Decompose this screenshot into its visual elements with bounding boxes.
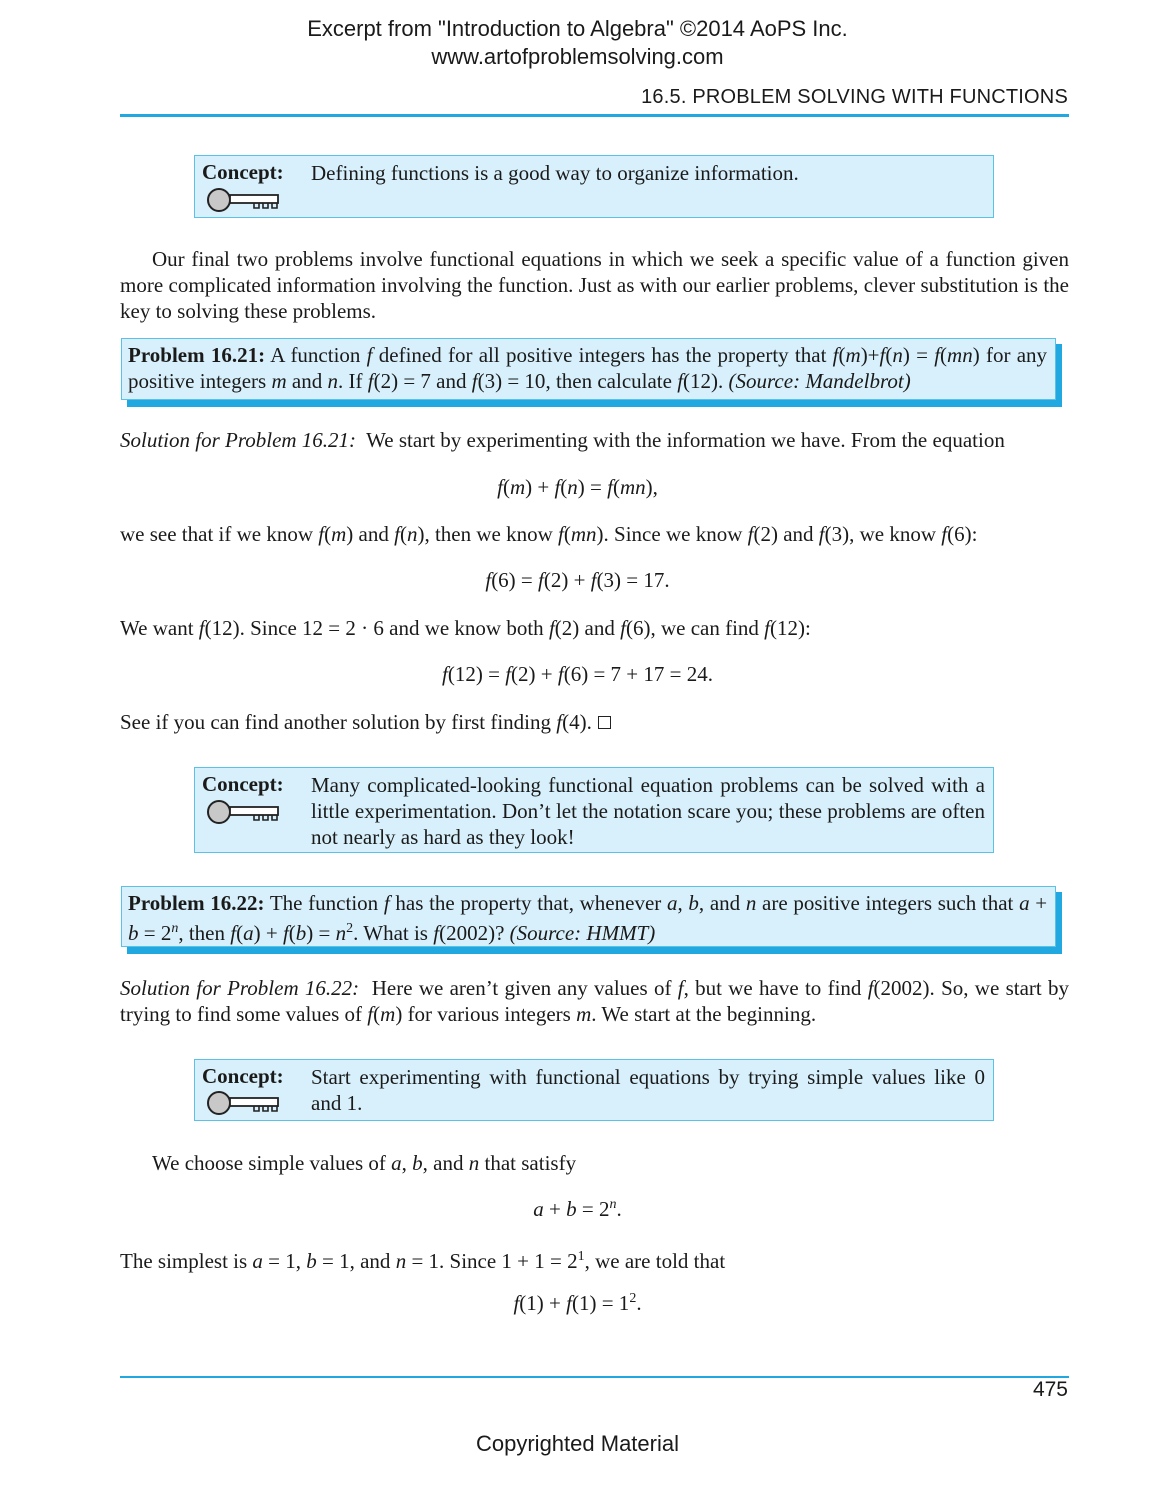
problem-text-part: are positive integers such that (762, 891, 1014, 915)
problem-text-part: and (291, 369, 323, 393)
solution-text: . Since 12 = 2 · 6 and we know both (239, 616, 544, 640)
problem-box-16-21 (121, 338, 1056, 400)
problem-text-part: defined for all positive integers has the property that (378, 343, 827, 367)
problem-text-part: The function (269, 891, 379, 915)
excerpt-banner-line1: Excerpt from "Introduction to Algebra" ©2014 AoPS Inc. (307, 16, 848, 41)
key-icon (206, 798, 280, 826)
solution-text: we see that if we know (120, 522, 314, 546)
qed-square-icon (598, 716, 611, 729)
solution-text: We want (120, 616, 194, 640)
solution-text: . So, we start by trying to find some values of (120, 976, 1070, 1026)
page-number: 475 (1032, 1378, 1068, 1401)
problem-text-part: . What is (353, 921, 428, 945)
problem-text-part: . (718, 369, 724, 393)
header-rule (120, 114, 1069, 117)
problem-text-part: has the property that, whenever (395, 891, 662, 915)
equation-fm-fn: f(m) + f(n) = f(mn), (497, 475, 658, 499)
key-icon (206, 1089, 280, 1117)
footer-rule (120, 1376, 1069, 1378)
problem-box-shadow (127, 400, 1062, 407)
solution-16-22-p1: Solution for Problem 16.22: Here we aren’t given any values of f, but we have to find f(2002). So, we start by trying to find some values of f(m) for various integers m. We start at the beginning. (120, 976, 1070, 1026)
solution-text: Here we aren’t given any values of (371, 976, 672, 1000)
problem-text-part: , then calculate (545, 369, 672, 393)
concept-label: Concept: (202, 1064, 284, 1088)
solution-text: , we can find (650, 616, 759, 640)
solution-16-22-p2: We choose simple values of a, b, and n that satisfy (152, 1151, 577, 1175)
solution-label: Solution for Problem 16.21: (120, 428, 357, 452)
solution-text: for various integers (407, 1002, 571, 1026)
problem-16-21-text: Problem 16.21: A function f defined for all positive integers has the property that f(m)+f(n) = f(mn) for any positive integers m and n. If f(2) = 7 and f(3) = 10, then calculate f(12). (Source: Mandelbrot) (128, 343, 1048, 393)
concept-label: Concept: (202, 772, 284, 796)
problem-label: Problem 16.21: (128, 343, 266, 367)
problem-text-part: . If (337, 369, 363, 393)
solution-label: Solution for Problem 16.22: (120, 976, 360, 1000)
copyright-notice: Copyrighted Material (476, 1431, 679, 1456)
equation-f6: f(6) = f(2) + f(3) = 17. (485, 568, 670, 592)
solution-text: and (358, 522, 389, 546)
concept-text: Start experimenting with functional equations by trying simple values like 0 and 1. (311, 1065, 985, 1115)
problem-text-part: and (709, 891, 741, 915)
concept-text: Many complicated-looking functional equation problems can be solved with a little experimentation. Don’t let the notation scare you; these problems are often not nearly as hard as they look! (311, 773, 985, 849)
solution-text: The simplest is (120, 1249, 248, 1273)
solution-text: . We start at the beginning. (591, 1002, 817, 1026)
solution-16-21-p4: See if you can find another solution by first finding f(4). (120, 709, 1069, 735)
problem-text-part: , then (178, 921, 225, 945)
problem-text-part: for any positive integers (128, 343, 1048, 393)
solution-16-22-p3: The simplest is a = 1, b = 1, and n = 1. Since $1 + 1 = 2^1$, we are told that (120, 1249, 726, 1273)
solution-text: . Since we know (603, 522, 743, 546)
problem-box-shadow (1055, 892, 1062, 954)
equation-f12: f(12) = f(2) + f(6) = 7 + 17 = 24. (442, 662, 713, 686)
problem-box-shadow (127, 947, 1062, 954)
solution-text: , we are told that (584, 1249, 726, 1273)
running-header: 16.5. PROBLEM SOLVING WITH FUNCTIONS (641, 86, 1068, 108)
concept-box-2 (194, 767, 994, 853)
problem-source: (Source: Mandelbrot) (728, 369, 911, 393)
intro-paragraph: Our final two problems involve functional equations in which we seek a specific value of a function given more complicated information involving the function. Just as with our earlier problems, clever substitution is the key to solving these problems. (120, 247, 1069, 323)
equation-f1: $f(1) + f(1) = 1^2$. (513, 1291, 642, 1315)
solution-text: , we know (849, 522, 937, 546)
solution-16-21-p1 (120, 427, 1069, 453)
solution-text: , then we know (424, 522, 553, 546)
solution-text: See if you can find another solution by first finding (120, 710, 552, 734)
solution-text: that satisfy (484, 1151, 577, 1175)
solution-text: We choose simple values of (152, 1151, 386, 1175)
equation-a-b-2n: $a + b = 2^n$. (533, 1197, 622, 1221)
solution-16-21-p2: we see that if we know f(m) and f(n), then we know f(mn). Since we know f(2) and f(3), we know f(6): (120, 522, 978, 546)
concept-box-1 (194, 155, 994, 218)
solution-text: We start by experimenting with the information we have. From the equation (366, 428, 1005, 452)
solution-text: , but we have to find (683, 976, 862, 1000)
website-link[interactable]: www.artofproblemsolving.com (431, 44, 724, 69)
solution-text: and (433, 1151, 464, 1175)
problem-16-22-text: Problem 16.22: The function f has the property that, whenever a, b, and n are positive integers such that $a + b = 2^n$, then $f(a) + f(b) = n^2$. What is f(2002)? (Source: HMMT) (128, 891, 1048, 945)
problem-label: Problem 16.22: (128, 891, 265, 915)
concept-label: Concept: (202, 160, 284, 184)
problem-source: (Source: HMMT) (509, 921, 656, 945)
concept-box-3 (194, 1059, 994, 1121)
solution-16-21-p3: We want f(12). Since 12 = 2 · 6 and we know both f(2) and f(6), we can find f(12): (120, 616, 811, 640)
problem-text-part: A function (270, 343, 361, 367)
solution-text: . Since 1 + 1 = 2 (439, 1249, 578, 1273)
problem-box-16-22 (121, 886, 1056, 947)
problem-text-part: and (436, 369, 467, 393)
solution-text: and (584, 616, 615, 640)
problem-box-shadow (1055, 344, 1062, 407)
concept-text: Defining functions is a good way to organize information. (311, 161, 799, 185)
key-icon (206, 186, 280, 214)
solution-text: and (783, 522, 814, 546)
